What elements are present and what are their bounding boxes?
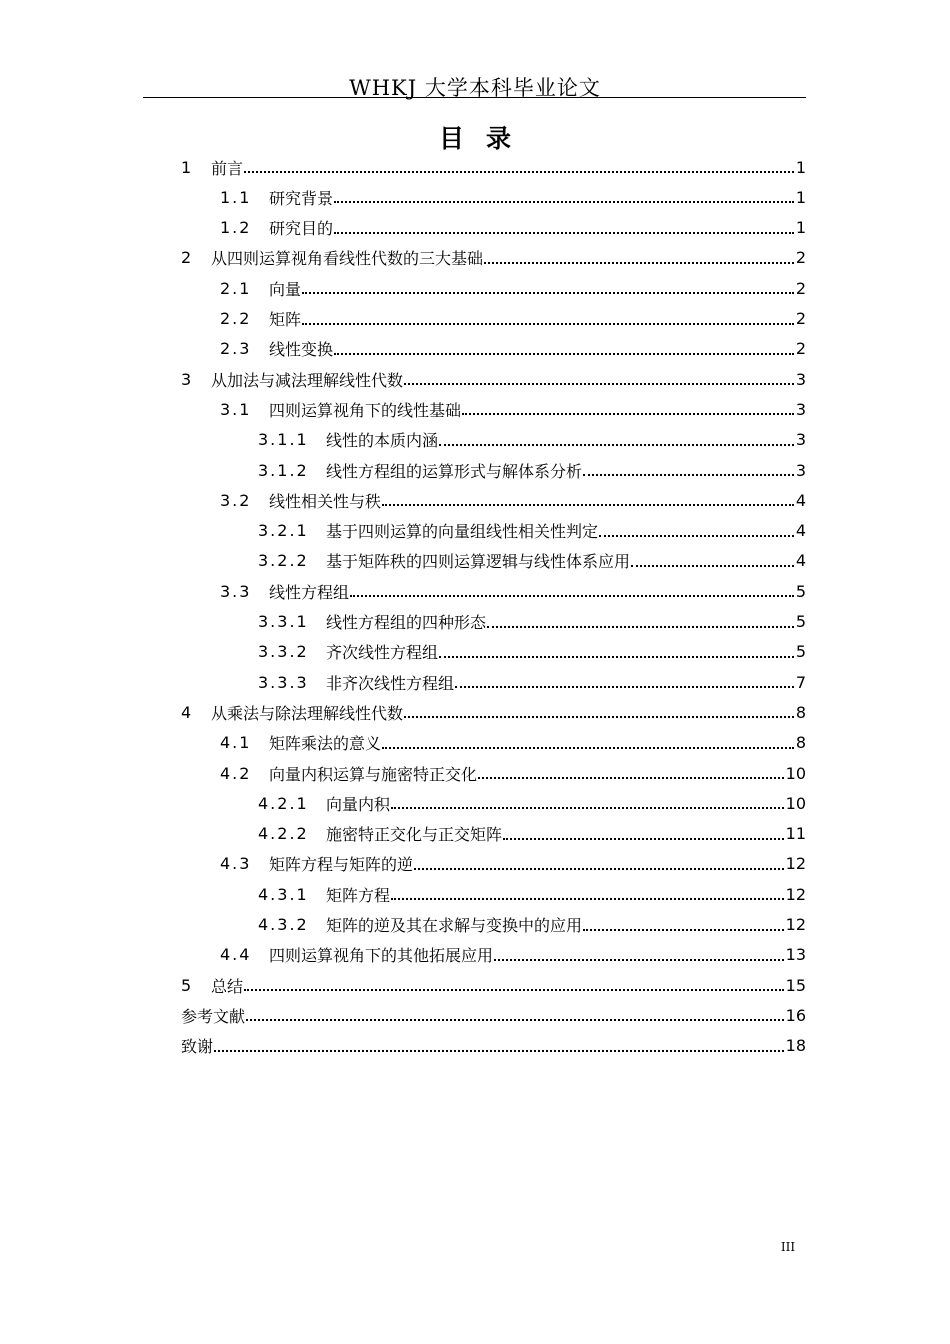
toc-entry-number: 4.3.1 xyxy=(258,884,309,904)
toc-dot-leader xyxy=(439,637,794,667)
toc-entry-title: 线性方程组的运算形式与解体系分析 xyxy=(326,461,583,481)
toc-entry-title: 矩阵的逆及其在求解与变换中的应用 xyxy=(326,916,583,935)
toc-entry-page-number: 3 xyxy=(795,430,806,450)
toc-entry[interactable] xyxy=(181,849,806,879)
toc-entry[interactable] xyxy=(181,152,806,182)
toc-dot-leader xyxy=(484,243,794,273)
toc-dot-leader xyxy=(244,970,784,1000)
toc-entry-title: 齐次线性方程组 xyxy=(326,643,439,663)
toc-dot-leader xyxy=(462,394,794,424)
toc-entry-number: 3.1 xyxy=(220,399,252,419)
toc-entry-title: 向量内积运算与施密特正交化 xyxy=(269,764,478,784)
toc-dot-leader xyxy=(350,576,794,606)
toc-entry[interactable] xyxy=(181,910,806,940)
toc-dot-leader xyxy=(334,182,794,212)
toc-entry-title: 基于四则运算的向量组线性相关性判定 xyxy=(326,522,599,542)
toc-entry-number: 2.3 xyxy=(220,339,252,359)
toc-entry-page-number: 5 xyxy=(795,612,806,631)
toc-entry-title: 从加法与减法理解线性代数 xyxy=(211,370,404,390)
toc-entry[interactable] xyxy=(181,546,806,576)
toc-entry-title: 参考文献 xyxy=(181,1006,246,1026)
toc-entry-page-number: 1 xyxy=(795,218,806,238)
toc-entry-title: 线性变换 xyxy=(269,340,334,360)
toc-dot-leader xyxy=(439,425,794,455)
toc-entry-page-number: 2 xyxy=(795,248,806,268)
toc-entry-number: 3.3.3 xyxy=(258,672,309,692)
toc-entry-title: 施密特正交化与正交矩阵 xyxy=(326,825,503,845)
toc-entry-page-number: 3 xyxy=(795,399,806,419)
toc-dot-leader xyxy=(334,334,794,364)
toc-entry-number: 2 xyxy=(181,248,194,268)
toc-entry-number: 3.2 xyxy=(220,490,252,510)
toc-entry-title: 线性方程组 xyxy=(269,582,350,602)
toc-entry-number: 4.2 xyxy=(220,763,252,783)
toc-entry-number: 4.4 xyxy=(220,945,252,965)
toc-entry[interactable] xyxy=(181,213,806,243)
toc-entry-page-number: 3 xyxy=(795,460,806,480)
toc-entry-page-number: 12 xyxy=(785,915,806,934)
toc-entry[interactable] xyxy=(181,728,806,758)
toc-entry-page-number: 8 xyxy=(795,733,806,753)
toc-entry-title: 向量内积 xyxy=(326,794,391,814)
toc-entry[interactable] xyxy=(181,667,806,697)
toc-entry-number: 3.3.1 xyxy=(258,612,309,631)
toc-entry-page-number: 10 xyxy=(785,793,806,813)
toc-entry[interactable] xyxy=(181,516,806,546)
toc-entry[interactable] xyxy=(181,455,806,485)
toc-entry-page-number: 16 xyxy=(785,1005,806,1025)
toc-entry-page-number: 13 xyxy=(785,945,806,965)
toc-entry-page-number: 12 xyxy=(785,884,806,904)
toc-entry[interactable] xyxy=(181,697,806,727)
toc-entry-number: 4.1 xyxy=(220,733,252,753)
toc-entry-page-number: 12 xyxy=(785,854,806,874)
toc-entry-page-number: 2 xyxy=(795,339,806,359)
toc-entry-title: 矩阵乘法的意义 xyxy=(269,734,382,754)
toc-entry-title: 致谢 xyxy=(181,1037,214,1057)
toc-entry[interactable] xyxy=(181,576,806,606)
toc-dot-leader xyxy=(414,849,784,879)
toc-entry-number: 3.2.1 xyxy=(258,521,309,541)
toc-dot-leader xyxy=(246,1000,784,1030)
toc-entry[interactable] xyxy=(181,1000,806,1030)
toc-dot-leader xyxy=(391,788,784,818)
toc-entry-number: 4.2.2 xyxy=(258,824,309,844)
toc-entry[interactable] xyxy=(181,758,806,788)
toc-entry-title: 从乘法与除法理解线性代数 xyxy=(211,703,404,723)
toc-entry-number: 3.3.2 xyxy=(258,642,309,662)
toc-entry-title: 线性方程组的四种形态 xyxy=(326,613,487,632)
toc-entry-title: 从四则运算视角看线性代数的三大基础 xyxy=(211,249,484,269)
footer-page-number: III xyxy=(780,1240,796,1254)
toc-entry-number: 3.1.1 xyxy=(258,430,309,450)
toc-dot-leader xyxy=(503,819,784,849)
toc-dot-leader xyxy=(583,910,784,940)
toc-title: 目录 xyxy=(438,124,533,153)
toc-entry[interactable] xyxy=(181,182,806,212)
toc-dot-leader xyxy=(455,667,794,697)
toc-entry-title: 矩阵方程与矩阵的逆 xyxy=(269,855,414,875)
toc-entry[interactable] xyxy=(181,637,806,667)
toc-entry-page-number: 5 xyxy=(795,642,806,662)
toc-entry-number: 4.3 xyxy=(220,854,252,874)
toc-entry[interactable] xyxy=(181,425,806,455)
toc-entry-number: 4 xyxy=(181,702,194,722)
toc-entry[interactable] xyxy=(181,940,806,970)
toc-entry-title: 线性相关性与秩 xyxy=(269,491,382,511)
toc-entry-page-number: 10 xyxy=(785,763,806,783)
toc-entry-title: 矩阵 xyxy=(269,310,302,329)
toc-dot-leader xyxy=(631,546,794,576)
toc-entry[interactable] xyxy=(181,243,806,273)
toc-dot-leader xyxy=(214,1031,784,1061)
toc-entry-number: 1.2 xyxy=(220,218,252,238)
toc-dot-leader xyxy=(478,758,784,788)
toc-entry-page-number: 2 xyxy=(795,278,806,298)
toc-entry-number: 1.1 xyxy=(220,187,252,207)
document-header-title: WHKJ 大学本科毕业论文 xyxy=(349,76,601,100)
toc-entry-title: 前言 xyxy=(211,158,244,178)
toc-entry[interactable] xyxy=(181,394,806,424)
toc-entry[interactable] xyxy=(181,819,806,849)
toc-dot-leader xyxy=(487,607,794,637)
toc-entry[interactable] xyxy=(181,334,806,364)
toc-entry[interactable] xyxy=(181,304,806,334)
toc-entry-page-number: 2 xyxy=(795,309,806,328)
toc-entry-number: 3.1.2 xyxy=(258,460,309,480)
toc-entry-page-number: 4 xyxy=(795,521,806,541)
toc-entry[interactable] xyxy=(181,364,806,394)
toc-dot-leader xyxy=(302,273,794,303)
toc-entry-page-number: 4 xyxy=(795,551,806,571)
toc-dot-leader xyxy=(583,455,794,485)
toc-entry-number: 4.2.1 xyxy=(258,793,309,813)
toc-entry-page-number: 11 xyxy=(785,824,806,844)
toc-dot-leader xyxy=(382,485,794,515)
toc-entry-number: 1 xyxy=(181,157,194,177)
toc-entry-page-number: 5 xyxy=(795,581,806,601)
toc-entry[interactable] xyxy=(181,485,806,515)
toc-entry-title: 线性的本质内涵 xyxy=(326,431,439,451)
toc-dot-leader xyxy=(302,304,794,334)
toc-dot-leader xyxy=(599,516,794,546)
toc-dot-leader xyxy=(404,364,794,394)
toc-entry-page-number: 3 xyxy=(795,369,806,389)
toc-entry-number: 2.2 xyxy=(220,309,252,328)
toc-entry-title: 矩阵方程 xyxy=(326,885,391,905)
toc-entry[interactable] xyxy=(181,607,806,637)
toc-entry-title: 研究背景 xyxy=(269,188,334,208)
toc-entry-page-number: 7 xyxy=(795,672,806,692)
toc-entry-number: 4.3.2 xyxy=(258,915,309,934)
toc-dot-leader xyxy=(494,940,784,970)
toc-dot-leader xyxy=(334,213,794,243)
toc-entry-title: 总结 xyxy=(211,976,244,996)
toc-entry[interactable] xyxy=(181,879,806,909)
toc-dot-leader xyxy=(244,152,794,182)
toc-entry-number: 3.3 xyxy=(220,581,252,601)
toc-entry-page-number: 15 xyxy=(785,975,806,995)
toc-entry-number: 3.2.2 xyxy=(258,551,309,571)
toc-dot-leader xyxy=(391,879,784,909)
toc-entry-title: 非齐次线性方程组 xyxy=(326,673,455,693)
toc-entry-page-number: 8 xyxy=(795,702,806,722)
toc-entry-page-number: 1 xyxy=(795,157,806,177)
toc-entry-title: 研究目的 xyxy=(269,219,334,239)
toc-entry[interactable] xyxy=(181,1031,806,1061)
header-rule xyxy=(143,97,806,98)
toc-entry-title: 四则运算视角下的线性基础 xyxy=(269,400,462,420)
toc-entry-number: 3 xyxy=(181,369,194,389)
toc-entry-title: 四则运算视角下的其他拓展应用 xyxy=(269,946,494,966)
toc-dot-leader xyxy=(404,697,794,727)
toc-entry-page-number: 1 xyxy=(795,187,806,207)
toc-entry-title: 基于矩阵秩的四则运算逻辑与线性体系应用 xyxy=(326,552,631,572)
toc-entry-page-number: 18 xyxy=(785,1036,806,1056)
toc-entry[interactable] xyxy=(181,788,806,818)
toc-dot-leader xyxy=(382,728,794,758)
toc-entry-page-number: 4 xyxy=(795,490,806,510)
toc-entry[interactable] xyxy=(181,970,806,1000)
toc-entry[interactable] xyxy=(181,273,806,303)
toc-entry-title: 向量 xyxy=(269,279,302,299)
toc-entry-number: 5 xyxy=(181,975,194,995)
toc-entry-number: 2.1 xyxy=(220,278,252,298)
